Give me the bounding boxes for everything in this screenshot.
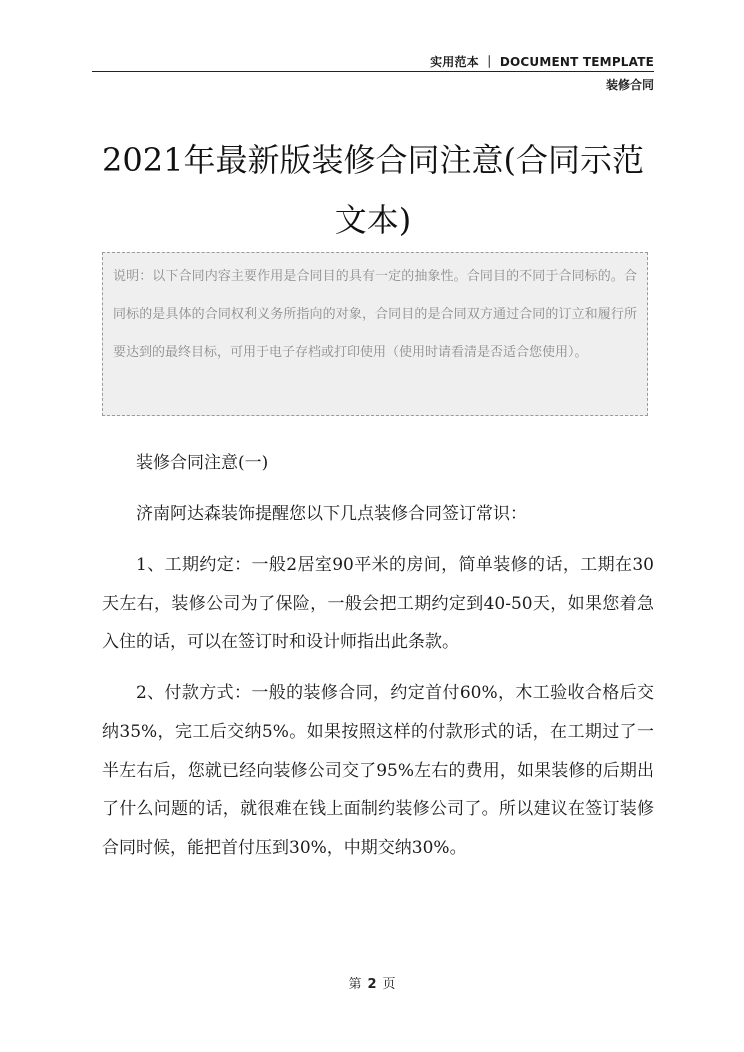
footer-prefix: 第	[348, 977, 362, 992]
intro-paragraph: 济南阿达森装饰提醒您以下几点装修合同签订常识：	[136, 504, 527, 525]
document-title: 2021年最新版装修合同注意(合同示范文本)	[102, 141, 644, 239]
header-brand: 实用范本 ｜ DOCUMENT TEMPLATE	[430, 55, 654, 69]
page-number: 2	[367, 977, 377, 992]
notice-box: 说明：以下合同内容主要作用是合同目的具有一定的抽象性。合同目的不同于合同标的。合同标的是具体的合同权利义务所指向的对象，合同目的是合同双方通过合同的订立和履行所要达到的最终目标，可用于电子存档或打印使用（使用时请看清是否适合您使用）。	[102, 252, 648, 416]
section-heading: 装修合同注意(一)	[136, 453, 269, 473]
footer-suffix: 页	[382, 977, 396, 992]
document-body	[102, 444, 654, 880]
header-category: 装修合同	[605, 78, 654, 92]
page-footer	[0, 973, 744, 992]
page-header	[92, 50, 654, 94]
header-divider	[92, 71, 654, 72]
clause-payment-method: 2、付款方式：一般的装修合同，约定首付60%，木工验收合格后交纳35%，完工后交纳5%。如果按照这样的付款形式的话，在工期过了一半左右后，您就已经向装修公司交了95%左右的费用，如果装修的后期出了什么问题的话，就很难在钱上面制约装修公司了。所以建议在签订装修合同时候，能把首付压到30%，中期交纳30%。	[102, 683, 654, 858]
clause-construction-period: 1、工期约定：一般2居室90平米的房间，简单装修的话，工期在30天左右，装修公司为了保险，一般会把工期约定到40-50天，如果您着急入住的话，可以在签订时和设计师指出此条款。	[102, 555, 654, 653]
